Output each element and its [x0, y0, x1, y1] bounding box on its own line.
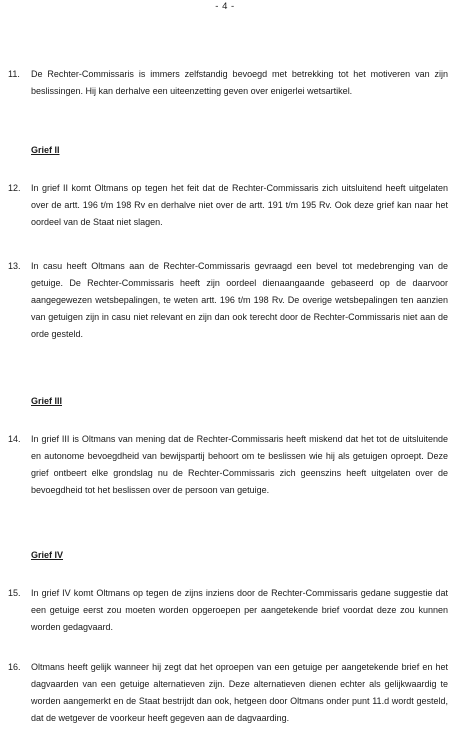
- paragraph-number: 14.: [8, 434, 21, 444]
- paragraph-number: 11.: [8, 69, 20, 79]
- paragraph-number: 16.: [8, 662, 21, 672]
- paragraph-text: In grief II komt Oltmans op tegen het feit dat de Rechter-Commissaris zich uitsluitend heeft uitgelaten over de artt. 196 t/m 198 Rv en derhalve niet over de artt. 191 t/m 195 Rv. Ook deze grief kan naar het oordeel van de Staat niet slagen.: [31, 183, 448, 227]
- paragraph-text: De Rechter-Commissaris is immers zelfstandig bevoegd met betrekking tot het motiveren van zijn beslissingen. Hij kan derhalve een uiteenzetting geven over enigerlei wetsartikel.: [31, 69, 448, 96]
- paragraph-text: Oltmans heeft gelijk wanneer hij zegt dat het oproepen van een getuige per aangetekende brief en het dagvaarden van een getuige alternatieven zijn. Deze alternatieven dienen echter als gelijkwaardig te worden aangemerkt en de Staat bestrijdt dan ook, hetgeen door Oltmans onder punt 11.d wordt gesteld, dat de wetgever de voorkeur heeft gegeven aan de dagvaarding.: [31, 662, 448, 723]
- paragraph-number: 13.: [8, 261, 21, 271]
- heading-grief-iv: Grief IV: [31, 550, 64, 560]
- paragraph-11: [8, 66, 448, 100]
- heading-grief-iii: Grief III: [31, 396, 63, 406]
- paragraph-number: 15.: [8, 588, 21, 598]
- paragraph-15: [8, 585, 448, 636]
- paragraph-16: [8, 659, 448, 727]
- paragraph-13: [8, 258, 448, 343]
- paragraph-text: In casu heeft Oltmans aan de Rechter-Commissaris gevraagd een bevel tot medebrenging van de getuige. De Rechter-Commissaris heeft zijn oordeel dienaangaande gebaseerd op de daarvoor aangegewezen wetsbepalingen, te weten artt. 196 t/m 198 Rv. De overige wetsbepalingen ten aanzien van getuigen zijn in casu niet relevant en zijn dan ook terecht door de Rechter-Commissaris niet aan de orde gesteld.: [31, 261, 448, 339]
- page-number: - 4 -: [215, 1, 235, 12]
- heading-grief-ii: Grief II: [31, 145, 60, 155]
- paragraph-text: In grief III is Oltmans van mening dat de Rechter-Commissaris heeft miskend dat het tot de uitsluitende en autonome bevoegdheid van bewijspartij behoort om te beslissen wie hij als getuigen oproept. Deze grief ontbeert elke grondslag nu de Rechter-Commissaris zich geenszins heeft uitgelaten over de bevoegdheid tot het beslissen over de persoon van getuige.: [31, 434, 448, 495]
- paragraph-14: [8, 431, 448, 499]
- paragraph-12: [8, 180, 448, 231]
- paragraph-text: In grief IV komt Oltmans op tegen de zijns inziens door de Rechter-Commissaris gedane suggestie dat een getuige eerst zou moeten worden opgeroepen per aangetekende brief voordat deze zou kunnen worden gedagvaard.: [31, 588, 448, 632]
- paragraph-number: 12.: [8, 183, 21, 193]
